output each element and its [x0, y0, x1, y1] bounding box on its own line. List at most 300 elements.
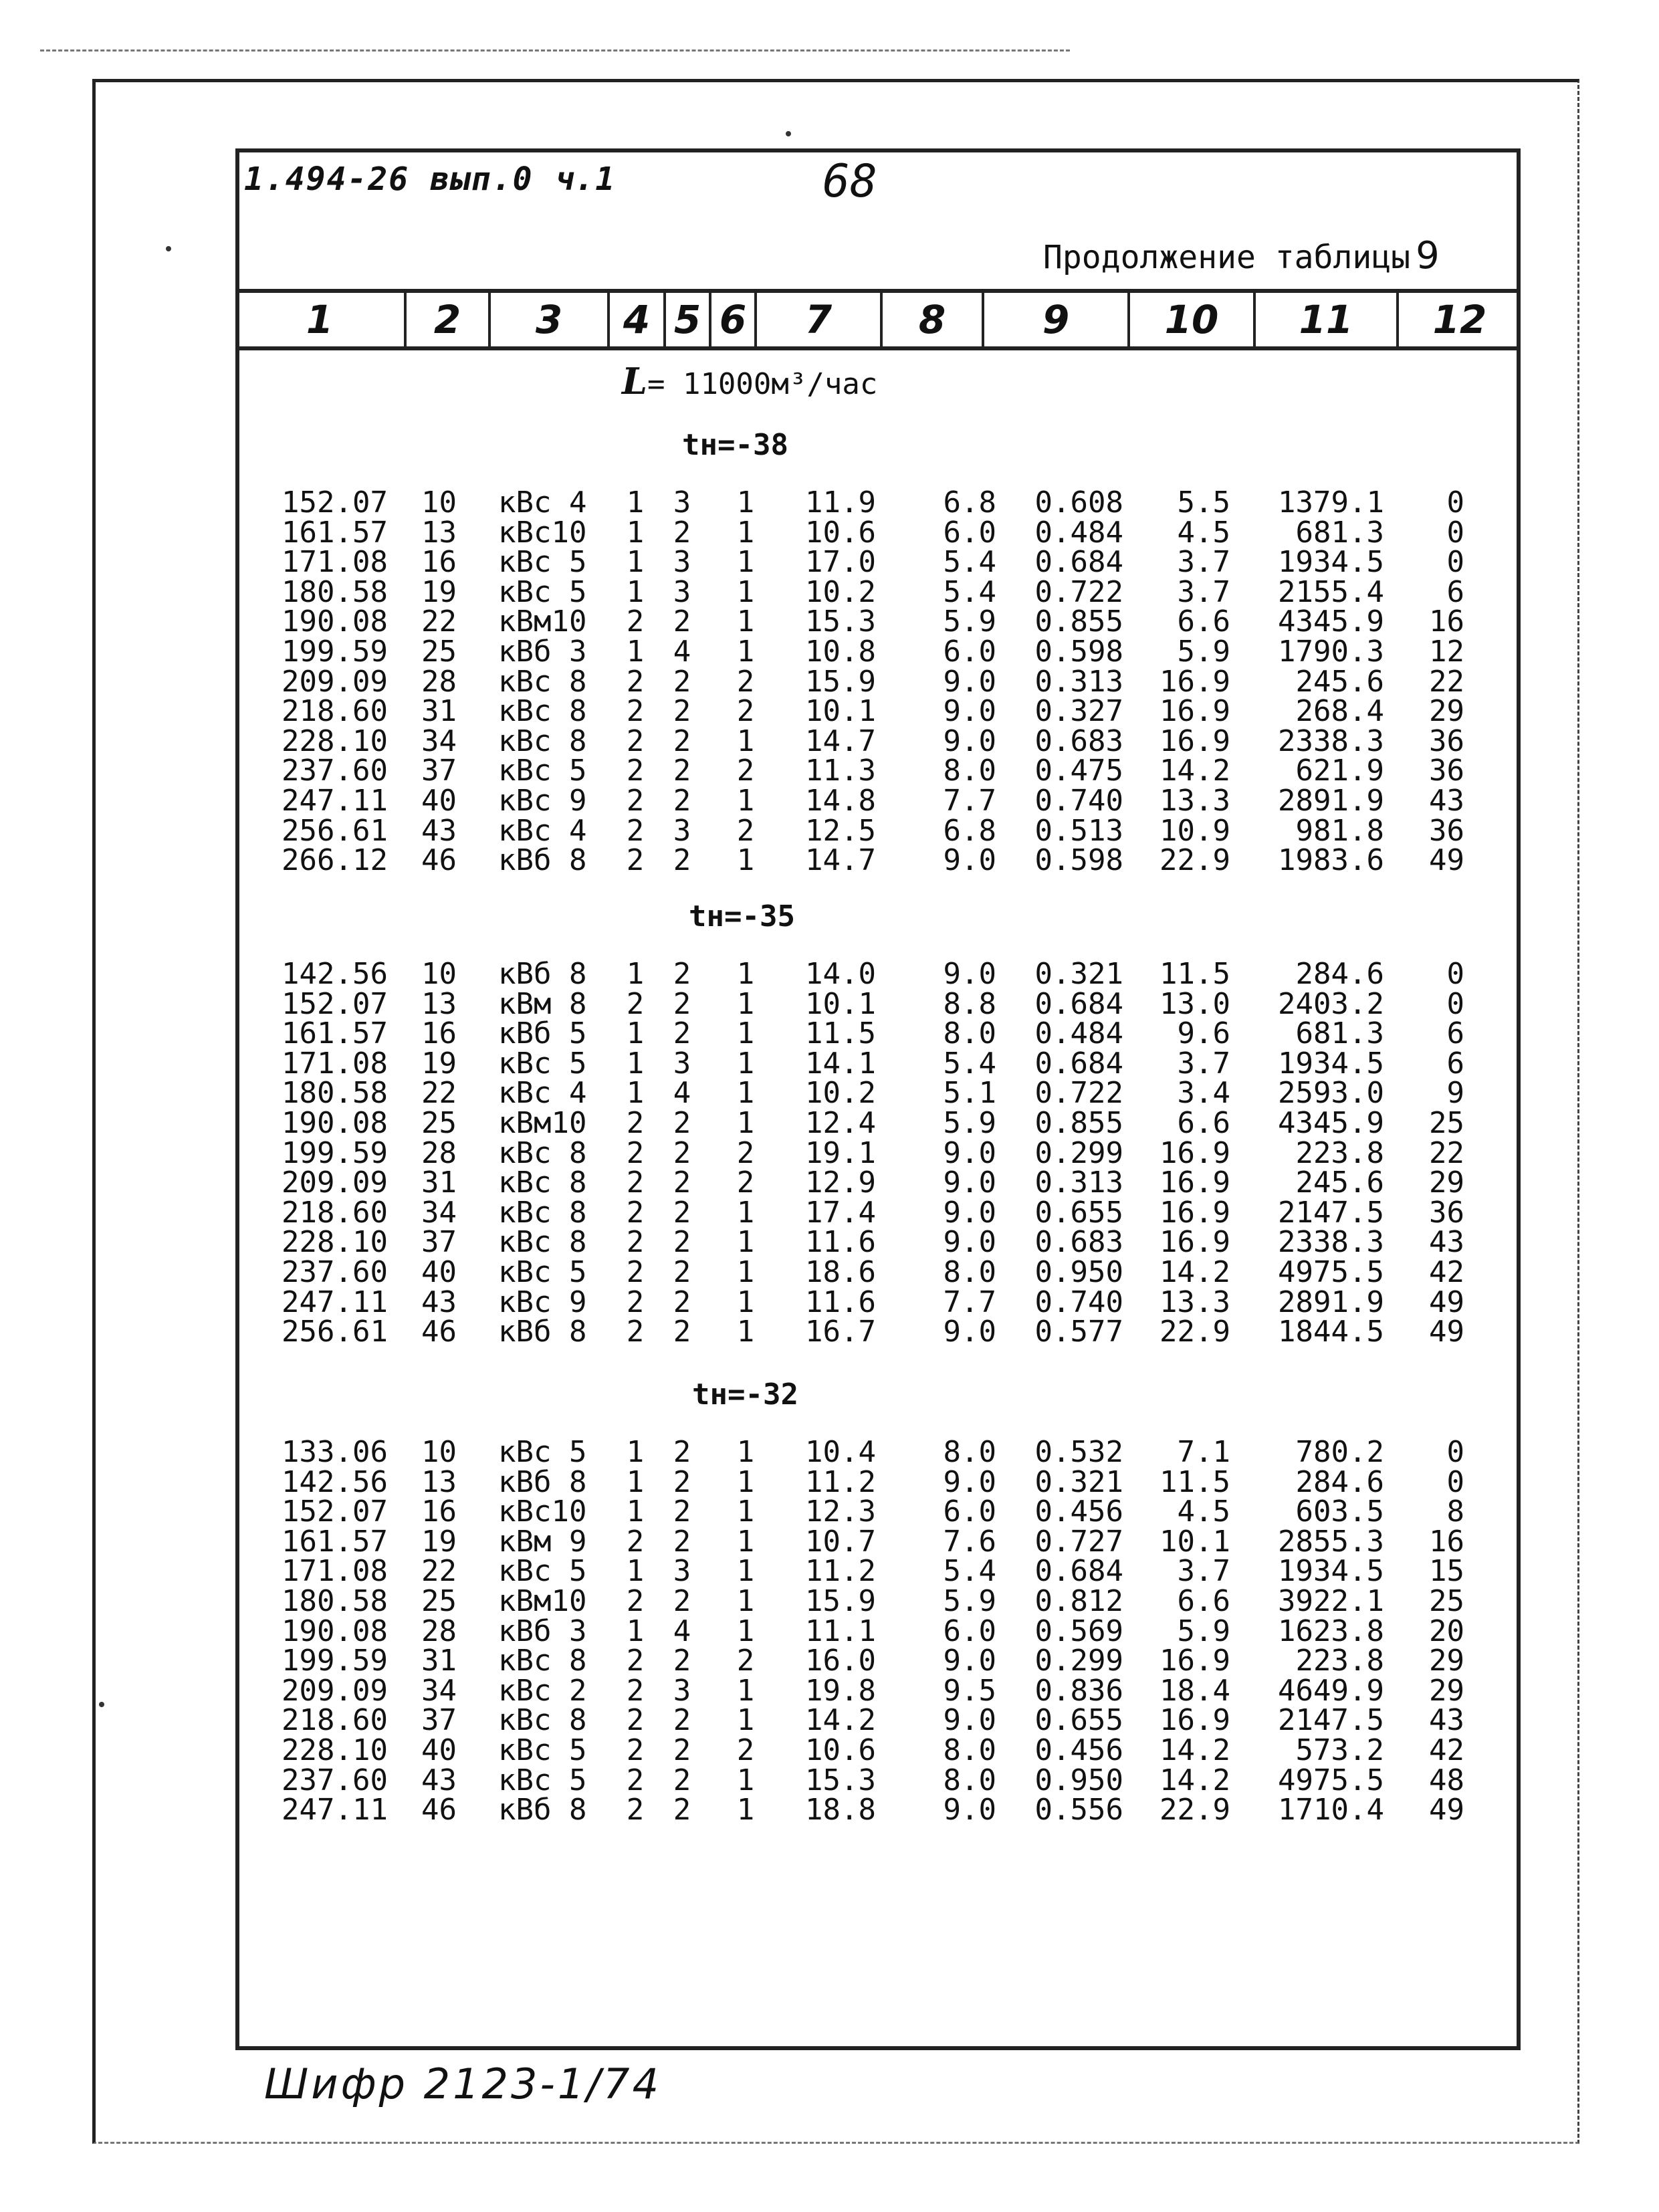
cell-col-1: 161.57	[282, 1016, 388, 1051]
cell-col-7: 12.9	[805, 1166, 876, 1200]
cell-col-3: кВм 8	[498, 986, 587, 1021]
cell-col-7: 10.8	[805, 635, 876, 669]
cell-col-9: 0.299	[1034, 1135, 1123, 1170]
cell-col-11: 4649.9	[1278, 1673, 1384, 1708]
cell-col-5: 3	[673, 1554, 691, 1589]
cell-col-9: 0.727	[1034, 1524, 1123, 1559]
cell-col-8: 9.0	[943, 1703, 996, 1738]
cell-col-12: 0	[1446, 545, 1464, 580]
cell-col-11: 1934.5	[1278, 545, 1384, 580]
cell-col-9: 0.327	[1034, 694, 1123, 729]
cell-col-2: 16	[421, 1495, 457, 1529]
cell-col-5: 2	[673, 784, 691, 818]
cell-col-10: 3.4	[1177, 1076, 1230, 1111]
cell-col-9: 0.456	[1034, 1495, 1123, 1529]
cell-col-7: 14.1	[805, 1046, 876, 1081]
cell-col-7: 11.3	[805, 754, 876, 788]
continuation-label: Продолжение таблицы	[1043, 239, 1411, 276]
cell-col-12: 36	[1429, 754, 1464, 788]
cell-col-1: 171.08	[282, 1554, 388, 1589]
cell-col-11: 223.8	[1295, 1135, 1384, 1170]
cell-col-2: 37	[421, 1225, 457, 1260]
cell-col-12: 25	[1429, 1584, 1464, 1618]
cell-col-11: 4975.5	[1278, 1255, 1384, 1289]
cell-col-5: 2	[673, 1703, 691, 1738]
column-header-row	[235, 289, 1521, 350]
cell-col-1: 256.61	[282, 1315, 388, 1349]
cell-col-5: 2	[673, 1793, 691, 1828]
column-header-12: 12	[1396, 293, 1521, 346]
airflow-formula	[622, 360, 877, 403]
cell-col-9: 0.456	[1034, 1733, 1123, 1767]
cell-col-3: кВм10	[498, 1584, 587, 1618]
cell-col-6: 2	[736, 1644, 755, 1678]
cell-col-7: 11.9	[805, 485, 876, 520]
cell-col-5: 2	[673, 1106, 691, 1140]
cell-col-2: 13	[421, 1464, 457, 1499]
cell-col-5: 2	[673, 1285, 691, 1319]
cell-col-2: 28	[421, 664, 457, 699]
cell-col-7: 14.0	[805, 957, 876, 991]
cell-col-3: кВс 4	[498, 1076, 587, 1111]
cell-col-6: 2	[736, 1135, 755, 1170]
cell-col-10: 11.5	[1159, 1464, 1230, 1499]
table-row	[0, 813, 1659, 848]
cell-col-11: 2147.5	[1278, 1703, 1384, 1738]
cell-col-5: 3	[673, 1046, 691, 1081]
cell-col-12: 0	[1446, 1435, 1464, 1469]
cell-col-10: 10.1	[1159, 1524, 1230, 1559]
cell-col-11: 1934.5	[1278, 1554, 1384, 1589]
cell-col-12: 15	[1429, 1554, 1464, 1589]
cell-col-3: кВс 8	[498, 1644, 587, 1678]
cell-col-9: 0.684	[1034, 545, 1123, 580]
cell-col-8: 6.0	[943, 1495, 996, 1529]
cell-col-11: 1623.8	[1278, 1614, 1384, 1648]
table-row	[0, 1584, 1659, 1618]
cell-col-7: 15.9	[805, 664, 876, 699]
cell-col-5: 3	[673, 545, 691, 580]
cell-col-7: 10.6	[805, 1733, 876, 1767]
table-row	[0, 1614, 1659, 1648]
cell-col-10: 22.9	[1159, 843, 1230, 878]
cell-col-8: 6.0	[943, 635, 996, 669]
cell-col-11: 2855.3	[1278, 1524, 1384, 1559]
cell-col-12: 12	[1429, 635, 1464, 669]
cell-col-12: 36	[1429, 813, 1464, 848]
table-row	[0, 1646, 1659, 1676]
cell-col-10: 11.5	[1159, 957, 1230, 991]
cell-col-7: 10.7	[805, 1524, 876, 1559]
table-row	[0, 1497, 1659, 1527]
cell-col-9: 0.684	[1034, 1554, 1123, 1589]
cell-col-10: 16.9	[1159, 1195, 1230, 1230]
cell-col-7: 14.7	[805, 724, 876, 758]
cell-col-9: 0.855	[1034, 604, 1123, 639]
cell-col-8: 7.6	[943, 1524, 996, 1559]
cell-col-6: 1	[736, 1763, 755, 1797]
column-header-9: 9	[982, 293, 1127, 346]
cell-col-8: 9.0	[943, 843, 996, 878]
cell-col-8: 9.5	[943, 1673, 996, 1708]
cell-col-5: 2	[673, 1435, 691, 1469]
column-header-3: 3	[488, 293, 607, 346]
cell-col-1: 171.08	[282, 545, 388, 580]
cell-col-6: 1	[736, 1255, 755, 1289]
table-row	[0, 1524, 1659, 1559]
cell-col-4: 1	[626, 1554, 645, 1589]
cell-col-5: 2	[673, 1644, 691, 1678]
cell-col-9: 0.655	[1034, 1195, 1123, 1230]
cell-col-2: 10	[421, 957, 457, 991]
cell-col-10: 13.0	[1159, 986, 1230, 1021]
cell-col-9: 0.740	[1034, 784, 1123, 818]
table-row	[0, 1673, 1659, 1708]
cell-col-1: 180.58	[282, 574, 388, 609]
cell-col-6: 1	[736, 957, 755, 991]
cell-col-2: 28	[421, 1135, 457, 1170]
cell-col-9: 0.569	[1034, 1614, 1123, 1648]
column-header-10: 10	[1127, 293, 1253, 346]
cell-col-8: 7.7	[943, 784, 996, 818]
table-row	[0, 1703, 1659, 1738]
column-header-8: 8	[880, 293, 982, 346]
cell-col-3: кВм 9	[498, 1524, 587, 1559]
cell-col-7: 10.1	[805, 694, 876, 729]
cell-col-11: 245.6	[1295, 1166, 1384, 1200]
cell-col-6: 1	[736, 1315, 755, 1349]
table-row	[0, 1135, 1659, 1170]
cell-col-9: 0.532	[1034, 1435, 1123, 1469]
cell-col-12: 22	[1429, 664, 1464, 699]
cell-col-9: 0.484	[1034, 515, 1123, 550]
cell-col-5: 2	[673, 1195, 691, 1230]
cell-col-2: 19	[421, 1524, 457, 1559]
cell-col-9: 0.836	[1034, 1673, 1123, 1708]
cell-col-6: 1	[736, 1106, 755, 1140]
cell-col-8: 9.0	[943, 664, 996, 699]
cell-col-3: кВс 5	[498, 1255, 587, 1289]
cell-col-2: 34	[421, 1195, 457, 1230]
cell-col-3: кВс 5	[498, 1554, 587, 1589]
cell-col-7: 11.2	[805, 1464, 876, 1499]
cell-col-8: 6.8	[943, 485, 996, 520]
cell-col-9: 0.655	[1034, 1703, 1123, 1738]
cell-col-9: 0.683	[1034, 724, 1123, 758]
cell-col-5: 2	[673, 1464, 691, 1499]
table-row	[0, 1793, 1659, 1828]
cell-col-7: 14.2	[805, 1703, 876, 1738]
cell-col-3: кВб 5	[498, 1016, 587, 1051]
cell-col-3: кВб 8	[498, 1793, 587, 1828]
cell-col-3: кВб 3	[498, 635, 587, 669]
cell-col-6: 1	[736, 604, 755, 639]
cell-col-1: 237.60	[282, 754, 388, 788]
cell-col-2: 31	[421, 1644, 457, 1678]
cell-col-6: 1	[736, 574, 755, 609]
cell-col-4: 2	[626, 1135, 645, 1170]
cell-col-12: 29	[1429, 1644, 1464, 1678]
cell-col-3: кВс 5	[498, 574, 587, 609]
cell-col-8: 9.0	[943, 1315, 996, 1349]
cell-col-6: 1	[736, 1195, 755, 1230]
cell-col-4: 1	[626, 1464, 645, 1499]
cell-col-10: 16.9	[1159, 1225, 1230, 1260]
cell-col-10: 14.2	[1159, 1733, 1230, 1767]
cell-col-10: 5.9	[1177, 635, 1230, 669]
cell-col-1: 180.58	[282, 1076, 388, 1111]
cell-col-10: 4.5	[1177, 515, 1230, 550]
cell-col-9: 0.683	[1034, 1225, 1123, 1260]
cell-col-3: кВс 8	[498, 1135, 587, 1170]
cell-col-12: 0	[1446, 1464, 1464, 1499]
cell-col-8: 8.0	[943, 754, 996, 788]
cell-col-2: 13	[421, 986, 457, 1021]
cell-col-3: кВс 5	[498, 754, 587, 788]
cell-col-12: 42	[1429, 1255, 1464, 1289]
section-title: tн=-35	[689, 899, 795, 933]
cell-col-4: 1	[626, 515, 645, 550]
cell-col-6: 1	[736, 1584, 755, 1618]
cell-col-3: кВс 2	[498, 1673, 587, 1708]
table-row	[0, 664, 1659, 699]
cell-col-4: 2	[626, 1703, 645, 1738]
cell-col-1: 209.09	[282, 1673, 388, 1708]
cell-col-9: 0.722	[1034, 1076, 1123, 1111]
cell-col-10: 22.9	[1159, 1315, 1230, 1349]
cell-col-9: 0.740	[1034, 1285, 1123, 1319]
cell-col-3: кВс 8	[498, 664, 587, 699]
cell-col-6: 1	[736, 724, 755, 758]
cell-col-5: 2	[673, 724, 691, 758]
cell-col-5: 2	[673, 843, 691, 878]
cell-col-10: 14.2	[1159, 1255, 1230, 1289]
cell-col-3: кВс 5	[498, 1763, 587, 1797]
cell-col-2: 37	[421, 754, 457, 788]
cell-col-7: 17.4	[805, 1195, 876, 1230]
table-row	[0, 1733, 1659, 1767]
cell-col-11: 2338.3	[1278, 1225, 1384, 1260]
cell-col-11: 2891.9	[1278, 784, 1384, 818]
cell-col-4: 2	[626, 1793, 645, 1828]
cell-col-1: 247.11	[282, 1285, 388, 1319]
cell-col-4: 1	[626, 574, 645, 609]
cell-col-4: 1	[626, 545, 645, 580]
table-row	[0, 1317, 1659, 1347]
cell-col-1: 199.59	[282, 1135, 388, 1170]
cell-col-12: 6	[1446, 1016, 1464, 1051]
cell-col-4: 2	[626, 724, 645, 758]
cell-col-7: 15.3	[805, 1763, 876, 1797]
cell-col-10: 6.6	[1177, 1106, 1230, 1140]
cell-col-2: 19	[421, 1046, 457, 1081]
cell-col-9: 0.598	[1034, 843, 1123, 878]
cell-col-9: 0.313	[1034, 1166, 1123, 1200]
cell-col-10: 16.9	[1159, 1135, 1230, 1170]
cell-col-8: 8.0	[943, 1255, 996, 1289]
cell-col-6: 2	[736, 664, 755, 699]
cell-col-10: 16.9	[1159, 1644, 1230, 1678]
cell-col-4: 2	[626, 1225, 645, 1260]
cell-col-4: 2	[626, 664, 645, 699]
cell-col-9: 0.722	[1034, 574, 1123, 609]
cell-col-6: 1	[736, 1464, 755, 1499]
cell-col-8: 8.0	[943, 1763, 996, 1797]
table-row	[0, 485, 1659, 520]
cell-col-3: кВс 9	[498, 784, 587, 818]
cell-col-8: 6.0	[943, 1614, 996, 1648]
cell-col-3: кВс 8	[498, 1166, 587, 1200]
column-header-2: 2	[404, 293, 488, 346]
cell-col-9: 0.684	[1034, 1046, 1123, 1081]
cell-col-1: 152.07	[282, 1495, 388, 1529]
cell-col-12: 16	[1429, 604, 1464, 639]
cell-col-8: 9.0	[943, 1793, 996, 1828]
cell-col-8: 9.0	[943, 957, 996, 991]
cell-col-6: 2	[736, 1733, 755, 1767]
cell-col-8: 9.0	[943, 694, 996, 729]
cell-col-7: 10.2	[805, 574, 876, 609]
table-row	[0, 1255, 1659, 1289]
cell-col-4: 1	[626, 957, 645, 991]
page-number: 68	[822, 155, 877, 208]
column-header-1: 1	[306, 297, 334, 342]
cell-col-7: 15.3	[805, 604, 876, 639]
cell-col-5: 2	[673, 986, 691, 1021]
table-row	[0, 986, 1659, 1021]
cell-col-1: 228.10	[282, 1733, 388, 1767]
cell-col-3: кВс 5	[498, 1733, 587, 1767]
cell-col-7: 12.3	[805, 1495, 876, 1529]
document-reference: 1.494-26 вып.0 ч.1	[244, 160, 617, 198]
table-row	[0, 1076, 1659, 1111]
cell-col-3: кВс 4	[498, 813, 587, 848]
cell-col-8: 9.0	[943, 1166, 996, 1200]
column-header-11: 11	[1253, 293, 1396, 346]
cell-col-3: кВс10	[498, 515, 587, 550]
cell-col-4: 1	[626, 1016, 645, 1051]
scan-dot	[786, 131, 791, 136]
cell-col-6: 1	[736, 1046, 755, 1081]
table-row	[0, 1285, 1659, 1319]
cell-col-11: 2147.5	[1278, 1195, 1384, 1230]
cell-col-11: 4345.9	[1278, 604, 1384, 639]
table-row	[0, 786, 1659, 816]
cell-col-2: 46	[421, 1793, 457, 1828]
cell-col-8: 6.8	[943, 813, 996, 848]
cell-col-4: 2	[626, 1763, 645, 1797]
cell-col-1: 190.08	[282, 604, 388, 639]
cell-col-4: 2	[626, 1524, 645, 1559]
table-row	[0, 1016, 1659, 1051]
cell-col-5: 4	[673, 635, 691, 669]
cell-col-6: 1	[736, 1554, 755, 1589]
cell-col-5: 2	[673, 1315, 691, 1349]
cell-col-12: 49	[1429, 843, 1464, 878]
cell-col-4: 2	[626, 784, 645, 818]
table-row	[0, 637, 1659, 667]
cell-col-4: 2	[626, 1584, 645, 1618]
cell-col-8: 5.4	[943, 1046, 996, 1081]
cell-col-10: 16.9	[1159, 1166, 1230, 1200]
table-row	[0, 1168, 1659, 1198]
scan-dot	[166, 246, 171, 251]
cell-col-9: 0.950	[1034, 1763, 1123, 1797]
cell-col-6: 2	[736, 1166, 755, 1200]
cell-col-2: 40	[421, 784, 457, 818]
cell-col-11: 780.2	[1295, 1435, 1384, 1469]
cell-col-1: 161.57	[282, 515, 388, 550]
cell-col-6: 2	[736, 694, 755, 729]
cell-col-1: 199.59	[282, 1644, 388, 1678]
cell-col-3: кВб 3	[498, 1614, 587, 1648]
cell-col-8: 8.0	[943, 1733, 996, 1767]
cell-col-11: 603.5	[1295, 1495, 1384, 1529]
cell-col-1: 152.07	[282, 485, 388, 520]
cell-col-4: 2	[626, 1195, 645, 1230]
cell-col-11: 2155.4	[1278, 574, 1384, 609]
cell-col-6: 1	[736, 1524, 755, 1559]
cell-col-5: 2	[673, 1524, 691, 1559]
cipher-signature: Шифр 2123-1/74	[264, 2060, 662, 2108]
cell-col-12: 43	[1429, 1225, 1464, 1260]
cell-col-6: 1	[736, 843, 755, 878]
cell-col-4: 2	[626, 843, 645, 878]
cell-col-1: 247.11	[282, 1793, 388, 1828]
cell-col-11: 1710.4	[1278, 1793, 1384, 1828]
cell-col-2: 31	[421, 694, 457, 729]
cell-col-7: 15.9	[805, 1584, 876, 1618]
cell-col-7: 12.4	[805, 1106, 876, 1140]
cell-col-6: 1	[736, 1285, 755, 1319]
cell-col-10: 16.9	[1159, 694, 1230, 729]
cell-col-2: 19	[421, 574, 457, 609]
cell-col-9: 0.556	[1034, 1793, 1123, 1828]
cell-col-12: 0	[1446, 515, 1464, 550]
cell-col-11: 681.3	[1295, 515, 1384, 550]
cell-col-12: 8	[1446, 1495, 1464, 1529]
cell-col-12: 0	[1446, 986, 1464, 1021]
cell-col-1: 247.11	[282, 784, 388, 818]
cell-col-2: 43	[421, 1763, 457, 1797]
cell-col-10: 16.9	[1159, 664, 1230, 699]
cell-col-12: 0	[1446, 485, 1464, 520]
section-title: tн=-38	[682, 428, 788, 462]
cell-col-7: 11.5	[805, 1016, 876, 1051]
cell-col-7: 14.7	[805, 843, 876, 878]
cell-col-9: 0.608	[1034, 485, 1123, 520]
table-row	[0, 724, 1659, 758]
table-row	[0, 957, 1659, 991]
table-row	[0, 843, 1659, 878]
cell-col-5: 2	[673, 1016, 691, 1051]
cell-col-1: 190.08	[282, 1614, 388, 1648]
column-header-4: 4	[607, 293, 663, 346]
cell-col-3: кВс 8	[498, 694, 587, 729]
cell-col-6: 1	[736, 485, 755, 520]
cell-col-12: 6	[1446, 574, 1464, 609]
cell-col-1: 199.59	[282, 635, 388, 669]
cell-col-6: 2	[736, 813, 755, 848]
cell-col-7: 14.8	[805, 784, 876, 818]
cell-col-6: 1	[736, 986, 755, 1021]
cell-col-2: 22	[421, 604, 457, 639]
cell-col-4: 1	[626, 485, 645, 520]
cell-col-4: 2	[626, 1255, 645, 1289]
cell-col-12: 36	[1429, 724, 1464, 758]
cell-col-9: 0.812	[1034, 1584, 1123, 1618]
cell-col-10: 18.4	[1159, 1673, 1230, 1708]
